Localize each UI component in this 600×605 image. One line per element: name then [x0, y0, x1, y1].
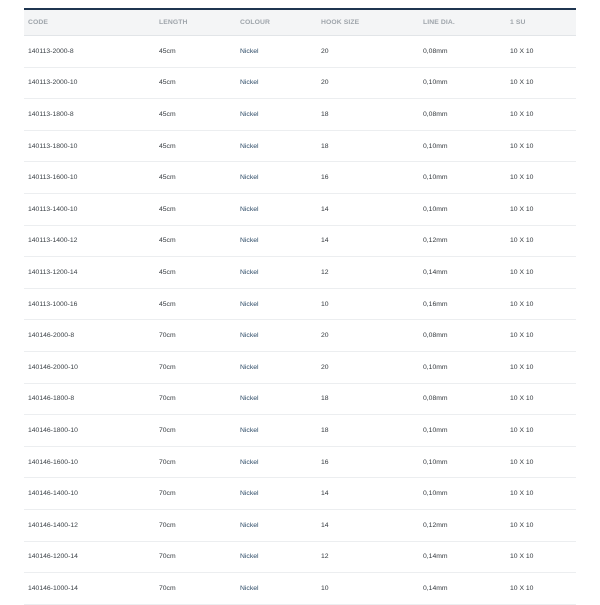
cell-colour: Nickel — [236, 573, 317, 605]
cell-su: 10 X 10 — [506, 130, 576, 162]
cell-length: 70cm — [155, 415, 236, 447]
cell-hook-size: 16 — [317, 446, 419, 478]
cell-colour: Nickel — [236, 446, 317, 478]
cell-line-dia: 0,12mm — [419, 225, 506, 257]
cell-code: 140146-1200-14 — [24, 541, 155, 573]
table-row[interactable] — [24, 509, 576, 541]
cell-length: 45cm — [155, 36, 236, 68]
cell-length: 70cm — [155, 541, 236, 573]
cell-code: 140113-1400-10 — [24, 193, 155, 225]
table-row[interactable] — [24, 446, 576, 478]
header-su[interactable]: 1 SU — [506, 9, 576, 36]
cell-length: 45cm — [155, 67, 236, 99]
cell-hook-size: 20 — [317, 320, 419, 352]
cell-colour: Nickel — [236, 509, 317, 541]
cell-length: 70cm — [155, 509, 236, 541]
cell-line-dia: 0,14mm — [419, 573, 506, 605]
cell-line-dia: 0,14mm — [419, 541, 506, 573]
cell-su: 10 X 10 — [506, 573, 576, 605]
table-row[interactable] — [24, 415, 576, 447]
cell-colour: Nickel — [236, 320, 317, 352]
cell-hook-size: 14 — [317, 478, 419, 510]
cell-length: 45cm — [155, 99, 236, 131]
cell-code: 140113-1400-12 — [24, 225, 155, 257]
table-row[interactable] — [24, 478, 576, 510]
cell-hook-size: 14 — [317, 509, 419, 541]
cell-hook-size: 20 — [317, 351, 419, 383]
cell-line-dia: 0,08mm — [419, 320, 506, 352]
product-spec-table — [24, 8, 576, 605]
cell-line-dia: 0,10mm — [419, 446, 506, 478]
cell-line-dia: 0,10mm — [419, 478, 506, 510]
cell-su: 10 X 10 — [506, 193, 576, 225]
cell-line-dia: 0,14mm — [419, 257, 506, 289]
cell-colour: Nickel — [236, 36, 317, 68]
cell-line-dia: 0,10mm — [419, 415, 506, 447]
header-colour[interactable]: COLOUR — [236, 9, 317, 36]
cell-code: 140113-2000-8 — [24, 36, 155, 68]
header-line-dia[interactable]: LINE DIA. — [419, 9, 506, 36]
cell-su: 10 X 10 — [506, 415, 576, 447]
cell-su: 10 X 10 — [506, 225, 576, 257]
table-row[interactable] — [24, 193, 576, 225]
cell-hook-size: 14 — [317, 193, 419, 225]
table-row[interactable] — [24, 162, 576, 194]
cell-su: 10 X 10 — [506, 257, 576, 289]
cell-colour: Nickel — [236, 415, 317, 447]
cell-colour: Nickel — [236, 225, 317, 257]
cell-code: 140113-1000-16 — [24, 288, 155, 320]
cell-su: 10 X 10 — [506, 67, 576, 99]
cell-length: 45cm — [155, 288, 236, 320]
cell-hook-size: 18 — [317, 130, 419, 162]
cell-su: 10 X 10 — [506, 541, 576, 573]
table-row[interactable] — [24, 257, 576, 289]
cell-length: 45cm — [155, 225, 236, 257]
cell-code: 140146-1000-14 — [24, 573, 155, 605]
cell-line-dia: 0,12mm — [419, 509, 506, 541]
cell-code: 140146-1600-10 — [24, 446, 155, 478]
cell-su: 10 X 10 — [506, 36, 576, 68]
cell-su: 10 X 10 — [506, 509, 576, 541]
cell-line-dia: 0,10mm — [419, 193, 506, 225]
cell-line-dia: 0,10mm — [419, 162, 506, 194]
cell-hook-size: 10 — [317, 288, 419, 320]
header-length[interactable]: LENGTH — [155, 9, 236, 36]
cell-code: 140146-1400-10 — [24, 478, 155, 510]
table-row[interactable] — [24, 67, 576, 99]
cell-length: 70cm — [155, 351, 236, 383]
cell-su: 10 X 10 — [506, 446, 576, 478]
cell-colour: Nickel — [236, 67, 317, 99]
cell-length: 45cm — [155, 162, 236, 194]
cell-line-dia: 0,10mm — [419, 67, 506, 99]
cell-line-dia: 0,08mm — [419, 36, 506, 68]
cell-colour: Nickel — [236, 478, 317, 510]
table-row[interactable] — [24, 320, 576, 352]
cell-line-dia: 0,10mm — [419, 130, 506, 162]
cell-code: 140113-1800-8 — [24, 99, 155, 131]
cell-colour: Nickel — [236, 162, 317, 194]
cell-length: 70cm — [155, 446, 236, 478]
cell-su: 10 X 10 — [506, 162, 576, 194]
cell-code: 140146-2000-8 — [24, 320, 155, 352]
cell-code: 140146-1400-12 — [24, 509, 155, 541]
cell-colour: Nickel — [236, 288, 317, 320]
cell-line-dia: 0,08mm — [419, 99, 506, 131]
cell-hook-size: 10 — [317, 573, 419, 605]
table-row[interactable] — [24, 541, 576, 573]
table-row[interactable] — [24, 383, 576, 415]
cell-length: 45cm — [155, 130, 236, 162]
cell-length: 70cm — [155, 478, 236, 510]
cell-hook-size: 20 — [317, 36, 419, 68]
header-code[interactable]: CODE — [24, 9, 155, 36]
table-header — [24, 9, 576, 36]
cell-hook-size: 18 — [317, 99, 419, 131]
cell-length: 70cm — [155, 320, 236, 352]
cell-hook-size: 18 — [317, 383, 419, 415]
cell-colour: Nickel — [236, 130, 317, 162]
cell-code: 140146-1800-10 — [24, 415, 155, 447]
cell-su: 10 X 10 — [506, 99, 576, 131]
table-row[interactable] — [24, 225, 576, 257]
cell-colour: Nickel — [236, 99, 317, 131]
product-spec-table-container — [24, 8, 576, 605]
table-row[interactable] — [24, 351, 576, 383]
cell-code: 140113-1600-10 — [24, 162, 155, 194]
cell-code: 140146-1800-8 — [24, 383, 155, 415]
cell-length: 45cm — [155, 193, 236, 225]
cell-code: 140113-2000-10 — [24, 67, 155, 99]
table-row[interactable] — [24, 130, 576, 162]
cell-line-dia: 0,16mm — [419, 288, 506, 320]
cell-hook-size: 12 — [317, 541, 419, 573]
table-row[interactable] — [24, 99, 576, 131]
cell-length: 70cm — [155, 383, 236, 415]
cell-colour: Nickel — [236, 193, 317, 225]
cell-colour: Nickel — [236, 351, 317, 383]
cell-code: 140113-1800-10 — [24, 130, 155, 162]
cell-su: 10 X 10 — [506, 320, 576, 352]
cell-line-dia: 0,10mm — [419, 351, 506, 383]
cell-length: 70cm — [155, 573, 236, 605]
cell-hook-size: 16 — [317, 162, 419, 194]
table-row[interactable] — [24, 573, 576, 605]
cell-line-dia: 0,08mm — [419, 383, 506, 415]
cell-su: 10 X 10 — [506, 478, 576, 510]
cell-hook-size: 14 — [317, 225, 419, 257]
cell-su: 10 X 10 — [506, 383, 576, 415]
cell-colour: Nickel — [236, 257, 317, 289]
header-hook-size[interactable]: HOOK SIZE — [317, 9, 419, 36]
cell-hook-size: 20 — [317, 67, 419, 99]
table-row[interactable] — [24, 288, 576, 320]
table-header-row — [24, 9, 576, 36]
table-row[interactable] — [24, 36, 576, 68]
cell-hook-size: 12 — [317, 257, 419, 289]
cell-colour: Nickel — [236, 383, 317, 415]
cell-length: 45cm — [155, 257, 236, 289]
cell-code: 140146-2000-10 — [24, 351, 155, 383]
cell-colour: Nickel — [236, 541, 317, 573]
table-body — [24, 36, 576, 605]
cell-hook-size: 18 — [317, 415, 419, 447]
cell-code: 140113-1200-14 — [24, 257, 155, 289]
cell-su: 10 X 10 — [506, 288, 576, 320]
cell-su: 10 X 10 — [506, 351, 576, 383]
